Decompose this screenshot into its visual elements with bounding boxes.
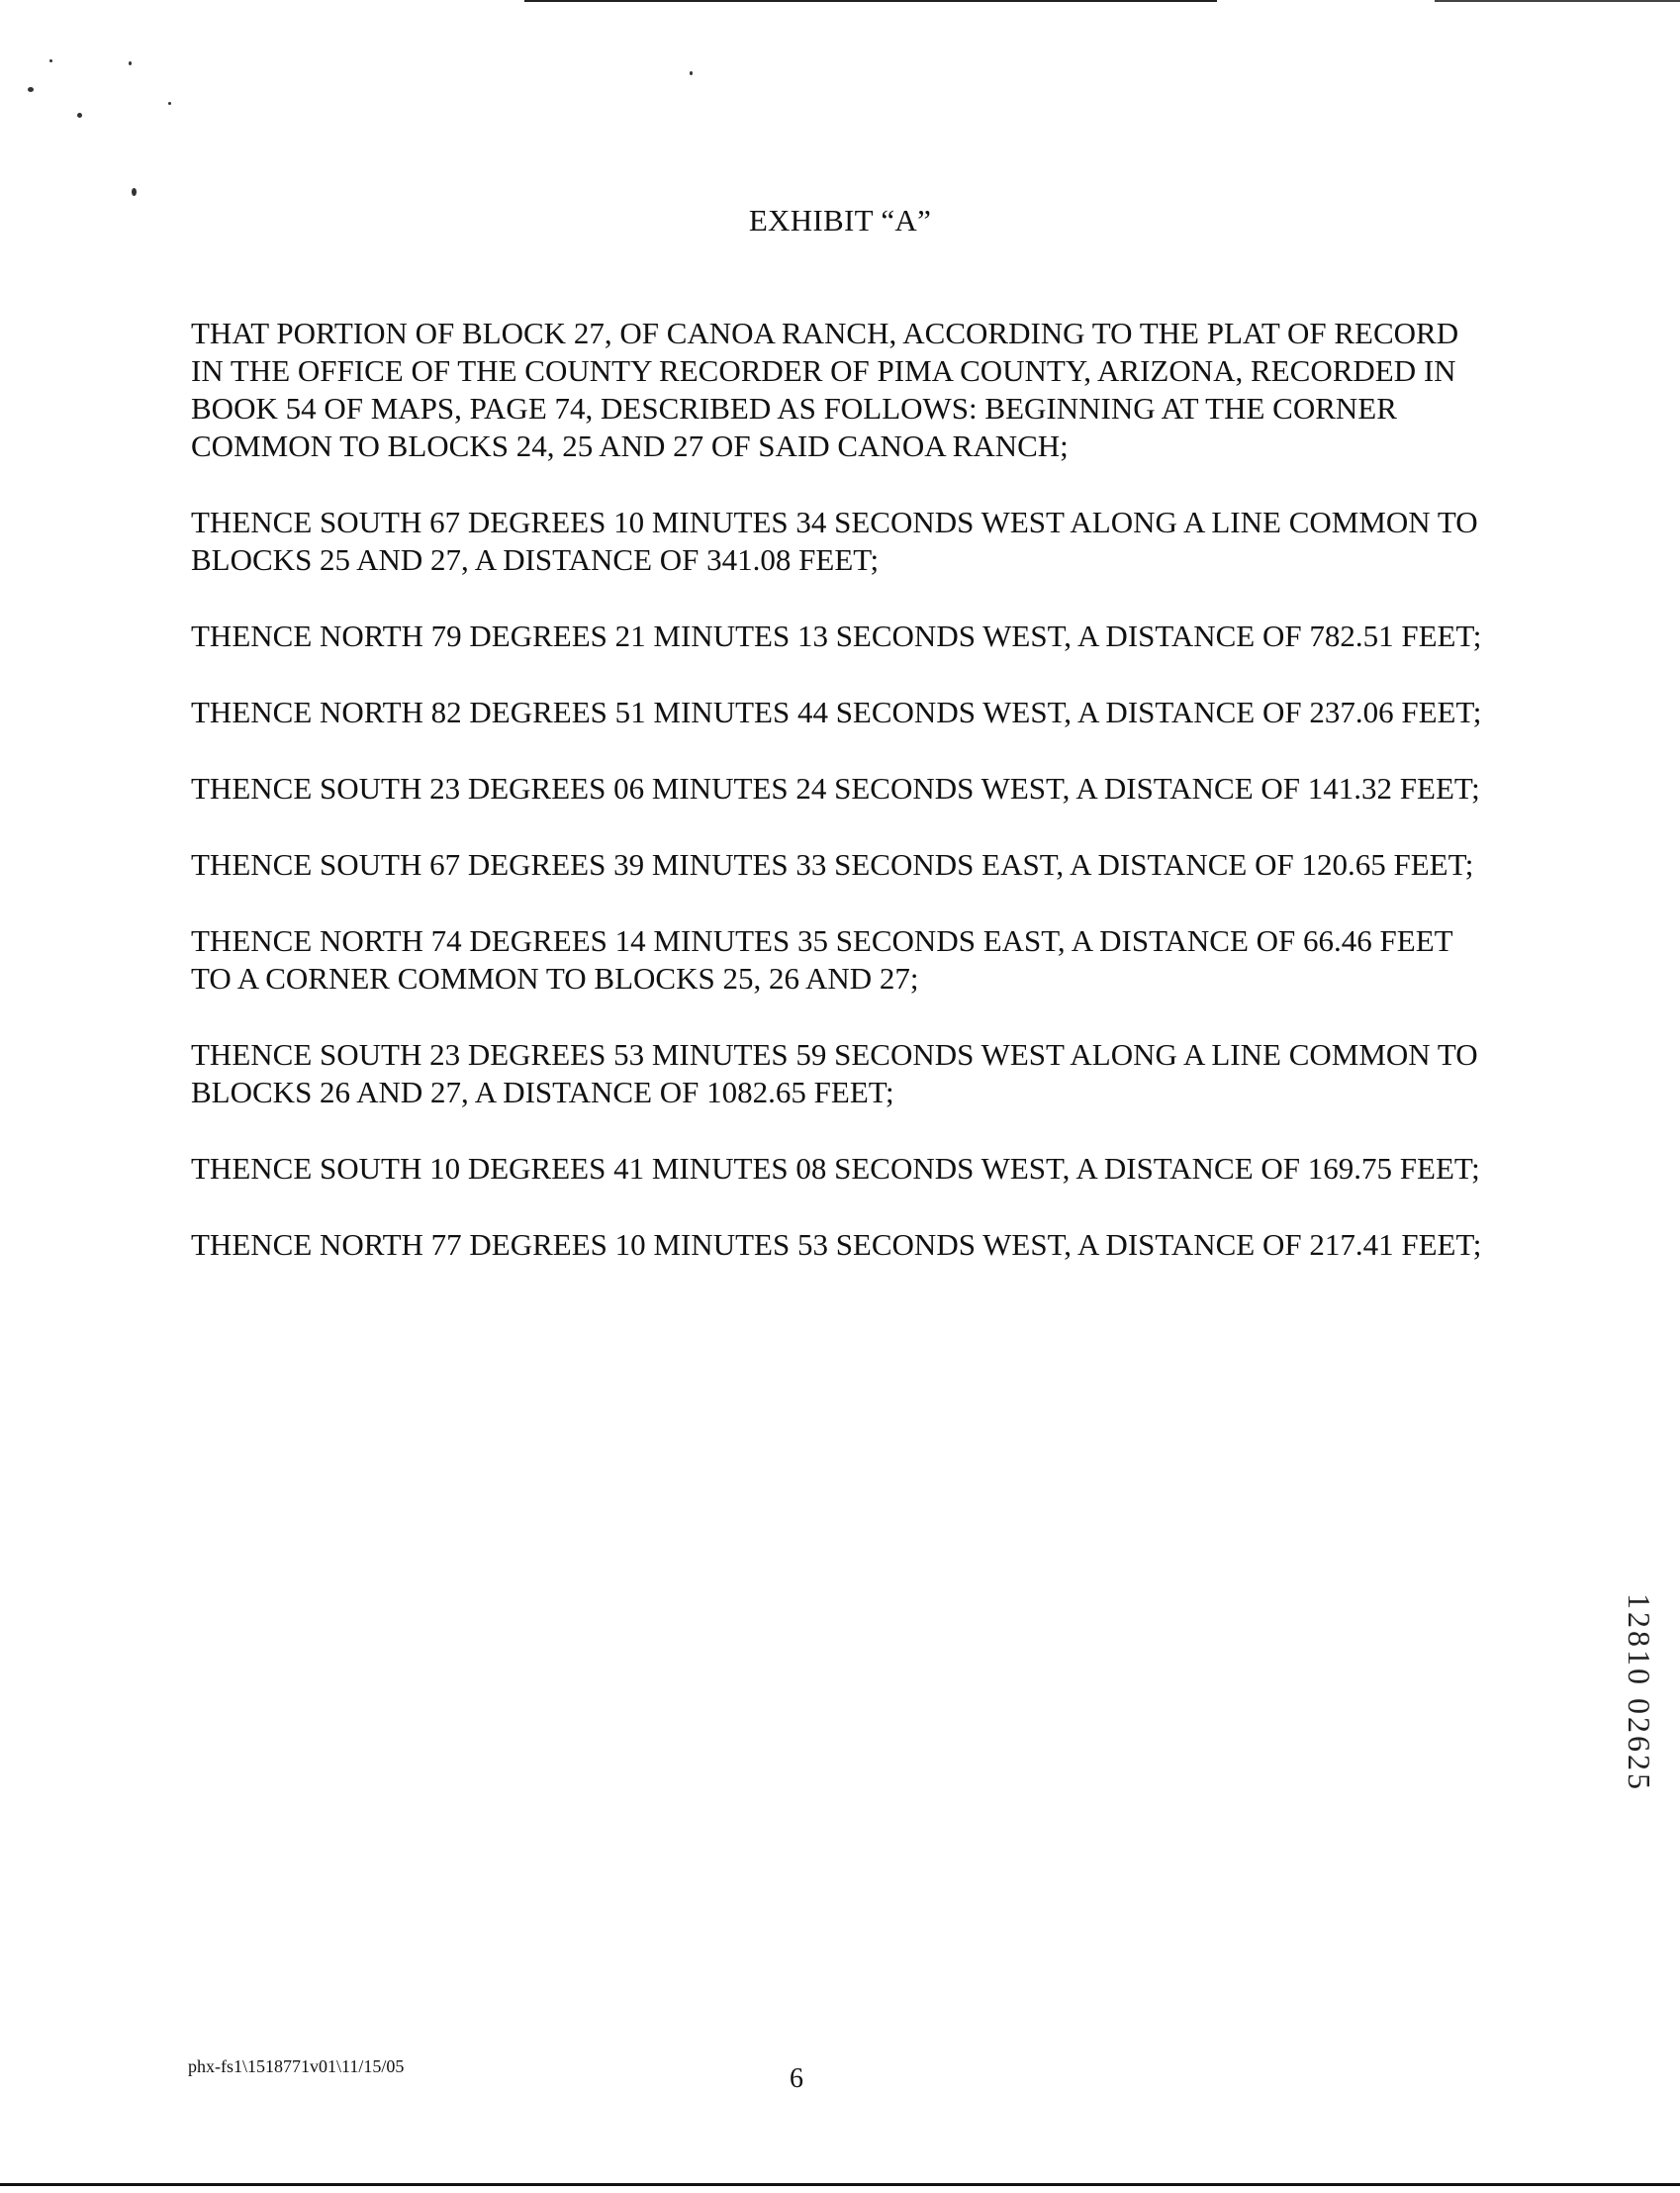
description-paragraph: THENCE SOUTH 23 DEGREES 06 MINUTES 24 SECONDS WEST, A DISTANCE OF 141.32 FEET; (191, 771, 1480, 806)
scan-top-rule (524, 0, 1217, 2)
description-paragraph: THENCE NORTH 82 DEGREES 51 MINUTES 44 SECONDS WEST, A DISTANCE OF 237.06 FEET; (191, 695, 1482, 729)
scan-speck (129, 61, 132, 65)
description-paragraph: THENCE SOUTH 10 DEGREES 41 MINUTES 08 SECONDS WEST, A DISTANCE OF 169.75 FEET; (191, 1151, 1480, 1186)
description-paragraph: THAT PORTION OF BLOCK 27, OF CANOA RANCH, ACCORDING TO THE PLAT OF RECORD IN THE OFFICE OF THE COUNTY RECORDER OF PIMA COUNTY, ARIZONA, RECORDED IN BOOK 54 OF MAPS, PAGE 74, DESCRIBED AS FOLLOWS: BEGINNING AT THE CORNER COMMON TO BLOCKS 24, 25 AND 27 OF SAID CANOA RANCH; (191, 316, 1459, 463)
scan-speck (132, 188, 137, 196)
scan-speck (168, 102, 171, 105)
scan-speck (77, 113, 82, 118)
description-paragraph: THENCE NORTH 79 DEGREES 21 MINUTES 13 SECONDS WEST, A DISTANCE OF 782.51 FEET; (191, 619, 1482, 653)
description-paragraph: THENCE SOUTH 67 DEGREES 10 MINUTES 34 SECONDS WEST ALONG A LINE COMMON TO BLOCKS 25 AND 27, A DISTANCE OF 341.08 FEET; (191, 505, 1478, 577)
scan-top-rule-right (1435, 0, 1680, 2)
exhibit-title: EXHIBIT “A” (748, 203, 932, 238)
scan-speck (690, 71, 693, 75)
recording-number: 12810 02625 (1622, 1593, 1657, 1792)
scan-speck (49, 59, 52, 62)
document-reference: phx-fs1\1518771v01\11/15/05 (188, 2056, 405, 2076)
scan-speck (28, 87, 34, 92)
description-paragraph: THENCE SOUTH 23 DEGREES 53 MINUTES 59 SECONDS WEST ALONG A LINE COMMON TO BLOCKS 26 AND 27, A DISTANCE OF 1082.65 FEET; (191, 1037, 1478, 1109)
scan-bottom-rule (0, 2183, 1680, 2186)
description-paragraph: THENCE NORTH 77 DEGREES 10 MINUTES 53 SECONDS WEST, A DISTANCE OF 217.41 FEET; (191, 1227, 1482, 1262)
legal-description (191, 315, 1497, 1302)
description-paragraph: THENCE NORTH 74 DEGREES 14 MINUTES 35 SECONDS EAST, A DISTANCE OF 66.46 FEET TO A CORNER COMMON TO BLOCKS 25, 26 AND 27; (191, 923, 1453, 996)
page-number: 6 (790, 2063, 803, 2094)
description-paragraph: THENCE SOUTH 67 DEGREES 39 MINUTES 33 SECONDS EAST, A DISTANCE OF 120.65 FEET; (191, 847, 1474, 882)
